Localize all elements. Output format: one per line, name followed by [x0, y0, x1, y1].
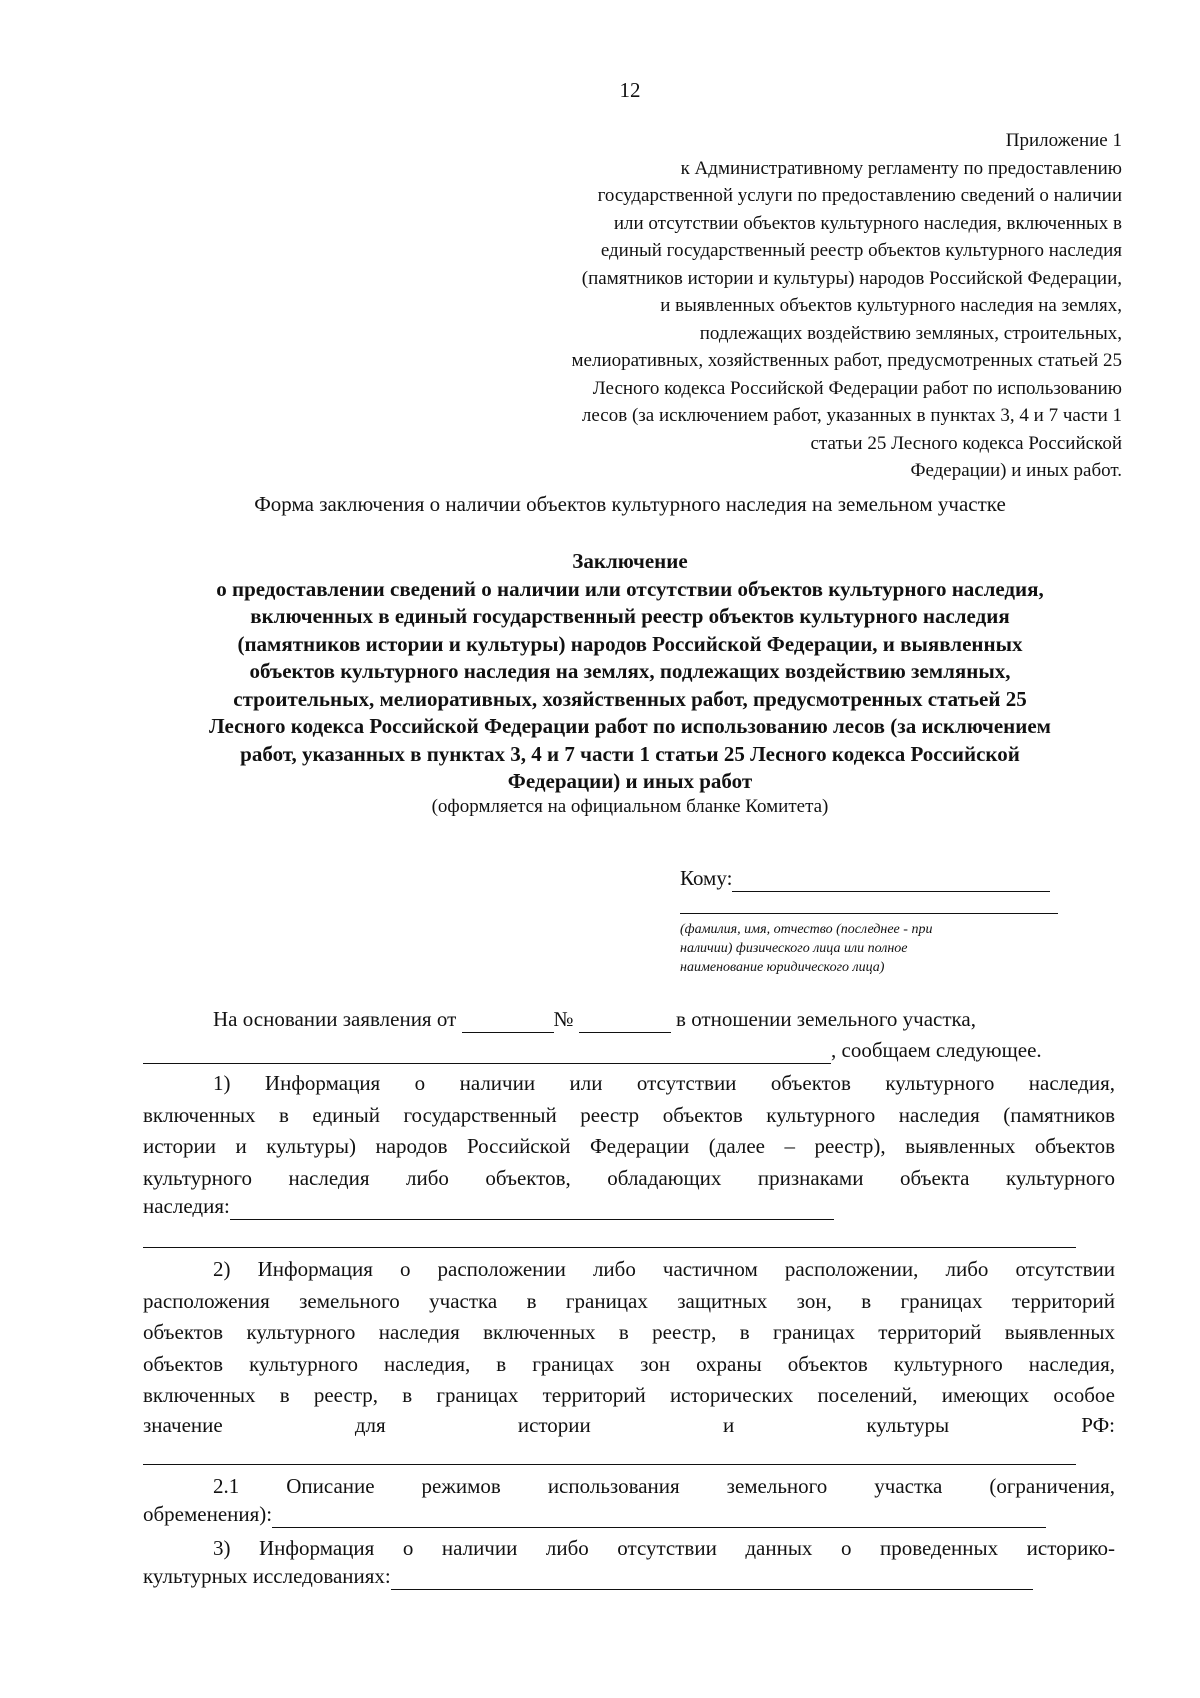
item-2-1 — [143, 1471, 1115, 1503]
application-date-field[interactable] — [462, 1007, 554, 1033]
item-1-line: включенных в единый государственный реестр объектов культурного наследия (памятников — [143, 1102, 1115, 1127]
appendix-line: к Административному регламенту по предоставлению — [680, 157, 1122, 179]
item-1-field[interactable] — [230, 1194, 834, 1220]
appendix-line: единый государственный реестр объектов культурного наследия — [600, 240, 1122, 261]
item-3-label: культурных исследованиях: — [143, 1564, 391, 1588]
item-2-word: истории — [517, 1413, 591, 1437]
appendix-line: государственной услуги по предоставлению сведений о наличии — [597, 185, 1122, 206]
item-2-line: объектов культурного наследия, в границах зон охраны объектов культурного наследия, — [143, 1351, 1115, 1376]
appendix-line: и выявленных объектов культурного наследия на землях, — [660, 295, 1122, 316]
heading-line: (памятников истории и культуры) народов Российской Федерации, и выявленных — [237, 631, 1023, 656]
statement-line-2 — [143, 1038, 1115, 1064]
hint-line: (фамилия, имя, отчество (последнее - при — [680, 922, 933, 937]
item-2-word: и — [722, 1413, 735, 1437]
statement-ending: , сообщаем следующее. — [831, 1038, 1042, 1062]
appendix-line: статьи 25 Лесного кодекса Российской — [810, 432, 1122, 454]
addressee-field-2[interactable] — [680, 913, 1058, 914]
addressee-row — [680, 866, 1050, 892]
item-1-label: наследия: — [143, 1194, 230, 1218]
appendix-line: или отсутствии объектов культурного наследия, включенных в — [613, 212, 1122, 234]
application-number-field[interactable] — [579, 1007, 671, 1033]
land-plot-field[interactable] — [143, 1038, 831, 1064]
item-3-field[interactable] — [391, 1564, 1033, 1590]
appendix-line: подлежащих воздействию земляных, строительных, — [699, 322, 1122, 344]
hint-line: наименование юридического лица) — [680, 960, 885, 975]
item-2-last-line — [143, 1413, 1115, 1438]
addressee-hint — [680, 920, 1060, 977]
conclusion-heading — [0, 548, 1200, 796]
item-3 — [143, 1533, 1115, 1565]
form-title: Форма заключения о наличии объектов культурного наследия на земельном участке — [254, 492, 1006, 516]
item-2-line: 2) Информация о расположении либо частичном расположении, либо отсутствии — [213, 1257, 1115, 1281]
statement-line-1 — [213, 1007, 1115, 1033]
heading-line: о предоставлении сведений о наличии или отсутствии объектов культурного наследия, — [216, 576, 1044, 601]
item-3-line: 3) Информация о наличии либо отсутствии данных о проведенных историко- — [213, 1536, 1115, 1560]
addressee-label: Кому: — [680, 866, 733, 890]
item-2-line: объектов культурного наследия включенных в реестр, в границах территорий выявленных — [143, 1320, 1115, 1344]
heading-line: работ, указанных в пунктах 3, 4 и 7 части 1 статьи 25 Лесного кодекса Российской — [240, 741, 1020, 766]
heading-line: Федерации) и иных работ — [507, 769, 753, 793]
item-2-word: значение — [143, 1413, 223, 1437]
number-sign: № — [553, 1007, 574, 1031]
item-2-word: РФ: — [1081, 1413, 1115, 1437]
appendix-line: Лесного кодекса Российской Федерации работ по использованию — [592, 377, 1122, 399]
appendix-line: (памятников истории и культуры) народов Российской Федерации, — [581, 267, 1122, 289]
appendix-line: мелиоративных, хозяйственных работ, предусмотренных статьей 25 — [571, 350, 1122, 371]
item-2-1-label: обременения): — [143, 1502, 273, 1526]
item-2-1-field[interactable] — [272, 1502, 1046, 1528]
hint-line: наличии) физического лица или полное — [680, 941, 908, 956]
appendix-line: лесов (за исключением работ, указанных в пунктах 3, 4 и 7 части 1 — [581, 405, 1122, 426]
heading-line: строительных, мелиоративных, хозяйственных работ, предусмотренных статьей 25 — [233, 686, 1027, 711]
item-2-1-last-line — [143, 1502, 1115, 1528]
blank-note: (оформляется на официальном бланке Комитета) — [431, 796, 829, 817]
item-1-field-2[interactable] — [143, 1247, 1076, 1248]
item-1 — [143, 1068, 1115, 1194]
item-2-word: для — [354, 1413, 386, 1437]
heading-line: включенных в единый государственный реестр объектов культурного наследия — [250, 604, 1010, 628]
statement-prefix: На основании заявления от — [213, 1007, 457, 1031]
heading-line: объектов культурного наследия на землях, подлежащих воздействию земляных, — [249, 659, 1011, 683]
item-2-line: включенных в реестр, в границах территорий исторических поселений, имеющих особое — [143, 1383, 1115, 1407]
item-2-field[interactable] — [143, 1464, 1076, 1465]
item-1-line: истории и культуры) народов Российской Федерации (далее – реестр), выявленных объектов — [143, 1134, 1115, 1158]
item-2 — [143, 1254, 1115, 1412]
appendix-line: Федерации) и иных работ. — [910, 460, 1122, 481]
appendix-line: Приложение 1 — [1005, 130, 1122, 151]
addressee-field[interactable] — [732, 866, 1050, 892]
item-1-line: культурного наследия либо объектов, обладающих признаками объекта культурного — [143, 1165, 1115, 1190]
item-1-last-line — [143, 1194, 1115, 1220]
item-2-word: культуры — [866, 1413, 950, 1437]
appendix-block — [402, 127, 1122, 485]
item-3-last-line — [143, 1564, 1115, 1590]
heading-line: Лесного кодекса Российской Федерации работ по использованию лесов (за исключением — [209, 714, 1051, 738]
statement-suffix: в отношении земельного участка, — [676, 1007, 977, 1031]
item-2-line: расположения земельного участка в границах защитных зон, в границах территорий — [143, 1288, 1115, 1313]
item-2-1-line: 2.1 Описание режимов использования земельного участка (ограничения, — [213, 1474, 1115, 1498]
heading-title: Заключение — [572, 549, 688, 573]
item-1-line: 1) Информация о наличии или отсутствии объектов культурного наследия, — [213, 1071, 1115, 1095]
page-number: 12 — [619, 78, 641, 102]
